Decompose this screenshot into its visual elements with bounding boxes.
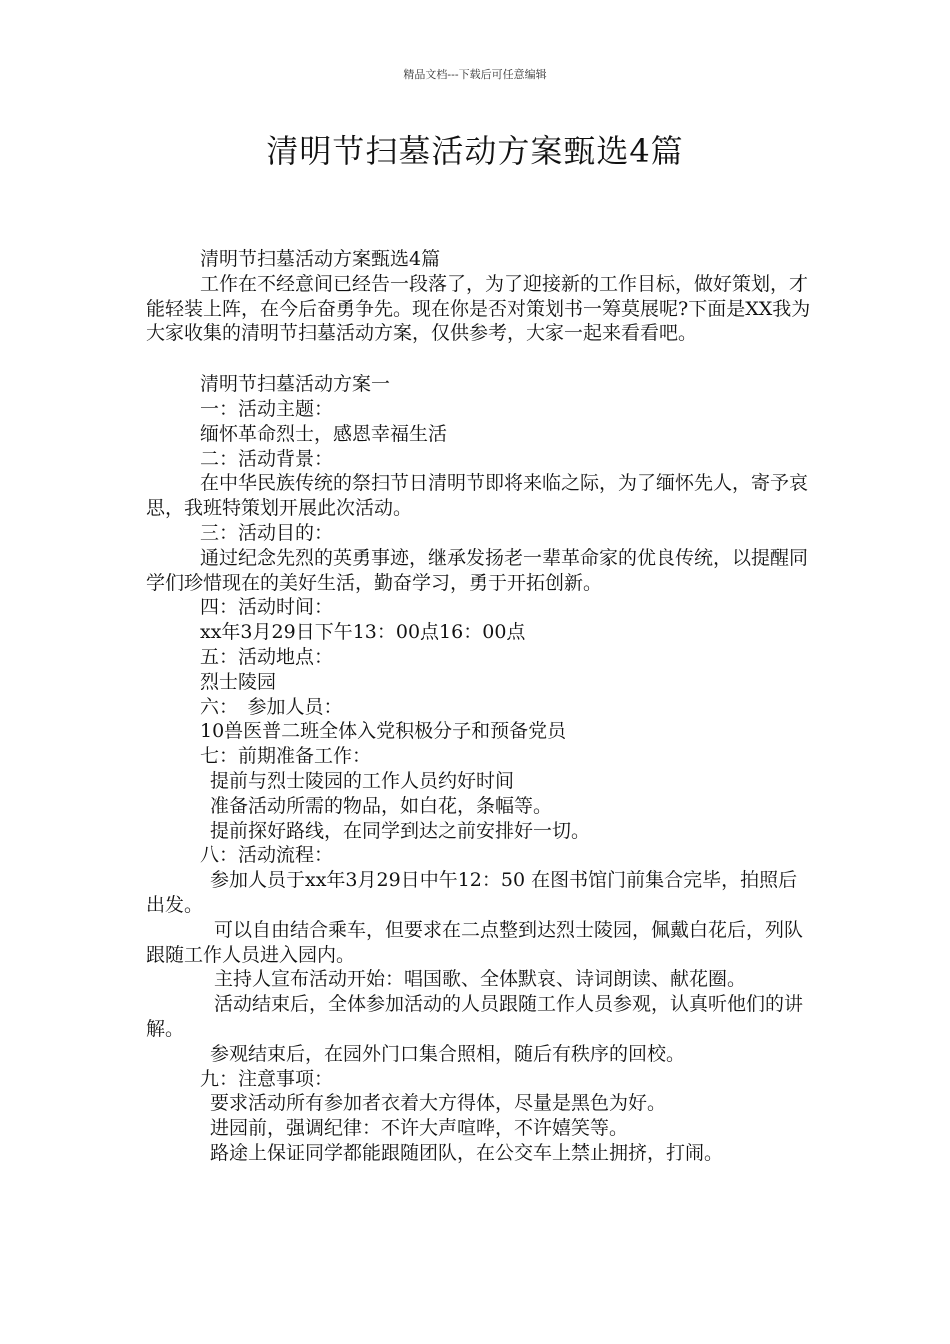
item-heading: 八：活动流程： xyxy=(200,844,334,867)
paragraph: 准备活动所需的物品，如白花，条幅等。 xyxy=(210,794,553,817)
paragraph: 通过纪念先烈的英勇事迹，继承发扬老一辈革命家的优良传统，以提醒同学们珍惜现在的美好生活，勤奋学习，勇于开拓创新。 xyxy=(146,546,809,594)
blank-line xyxy=(146,346,812,372)
paragraph: 10兽医普二班全体入党积极分子和预备党员 xyxy=(200,720,567,743)
paragraph: 要求活动所有参加者衣着大方得体，尽量是黑色为好。 xyxy=(210,1092,667,1115)
paragraph: 工作在不经意间已经告一段落了，为了迎接新的工作目标，做好策划，才能轻装上阵，在今后奋勇争先。现在你是否对策划书一筹莫展呢?下面是XX我为大家收集的清明节扫墓活动方案，仅供参考，大家一起来看看吧。 xyxy=(146,272,811,345)
document-body xyxy=(146,247,812,1166)
paragraph: 提前与烈士陵园的工作人员约好时间 xyxy=(210,769,515,792)
paragraph: 烈士陵园 xyxy=(200,670,277,693)
page-header-note: 精品文档---下载后可任意编辑 xyxy=(403,68,547,81)
paragraph: 可以自由结合乘车，但要求在二点整到达烈士陵园，佩戴白花后，列队跟随工作人员进入园内。 xyxy=(146,918,804,966)
paragraph: xx年3月29日下午13：00点16：00点 xyxy=(200,621,526,644)
item-heading: 四：活动时间： xyxy=(200,596,334,619)
document-title: 清明节扫墓活动方案甄选4篇 xyxy=(266,132,684,170)
paragraph: 参加人员于xx年3月29日中午12：50 在图书馆门前集合完毕，拍照后出发。 xyxy=(146,869,798,916)
paragraph: 提前探好路线，在同学到达之前安排好一切。 xyxy=(210,819,591,842)
item-heading: 一：活动主题： xyxy=(200,397,334,420)
paragraph: 进园前，强调纪律：不许大声喧哗，不许嬉笑等。 xyxy=(210,1117,629,1140)
paragraph: 路途上保证同学都能跟随团队，在公交车上禁止拥挤，打闹。 xyxy=(210,1141,724,1164)
paragraph: 参观结束后，在园外门口集合照相，随后有秩序的回校。 xyxy=(210,1042,686,1065)
item-heading: 六： 参加人员： xyxy=(200,695,343,718)
paragraph: 主持人宣布活动开始：唱国歌、全体默哀、诗词朗读、献花圈。 xyxy=(214,968,747,991)
item-heading: 二：活动背景： xyxy=(200,447,334,470)
paragraph: 在中华民族传统的祭扫节日清明节即将来临之际，为了缅怀先人，寄予哀思，我班特策划开展此次活动。 xyxy=(146,472,809,520)
paragraph: 缅怀革命烈士，感恩幸福生活 xyxy=(200,422,448,445)
item-heading: 七：前期准备工作： xyxy=(200,745,372,768)
item-heading: 五：活动地点： xyxy=(200,645,334,668)
item-heading: 三：活动目的： xyxy=(200,521,334,544)
paragraph: 清明节扫墓活动方案甄选4篇 xyxy=(200,248,441,270)
item-heading: 九：注意事项： xyxy=(200,1067,334,1090)
section-heading: 清明节扫墓活动方案一 xyxy=(200,373,391,396)
paragraph: 活动结束后，全体参加活动的人员跟随工作人员参观，认真听他们的讲解。 xyxy=(146,993,804,1040)
